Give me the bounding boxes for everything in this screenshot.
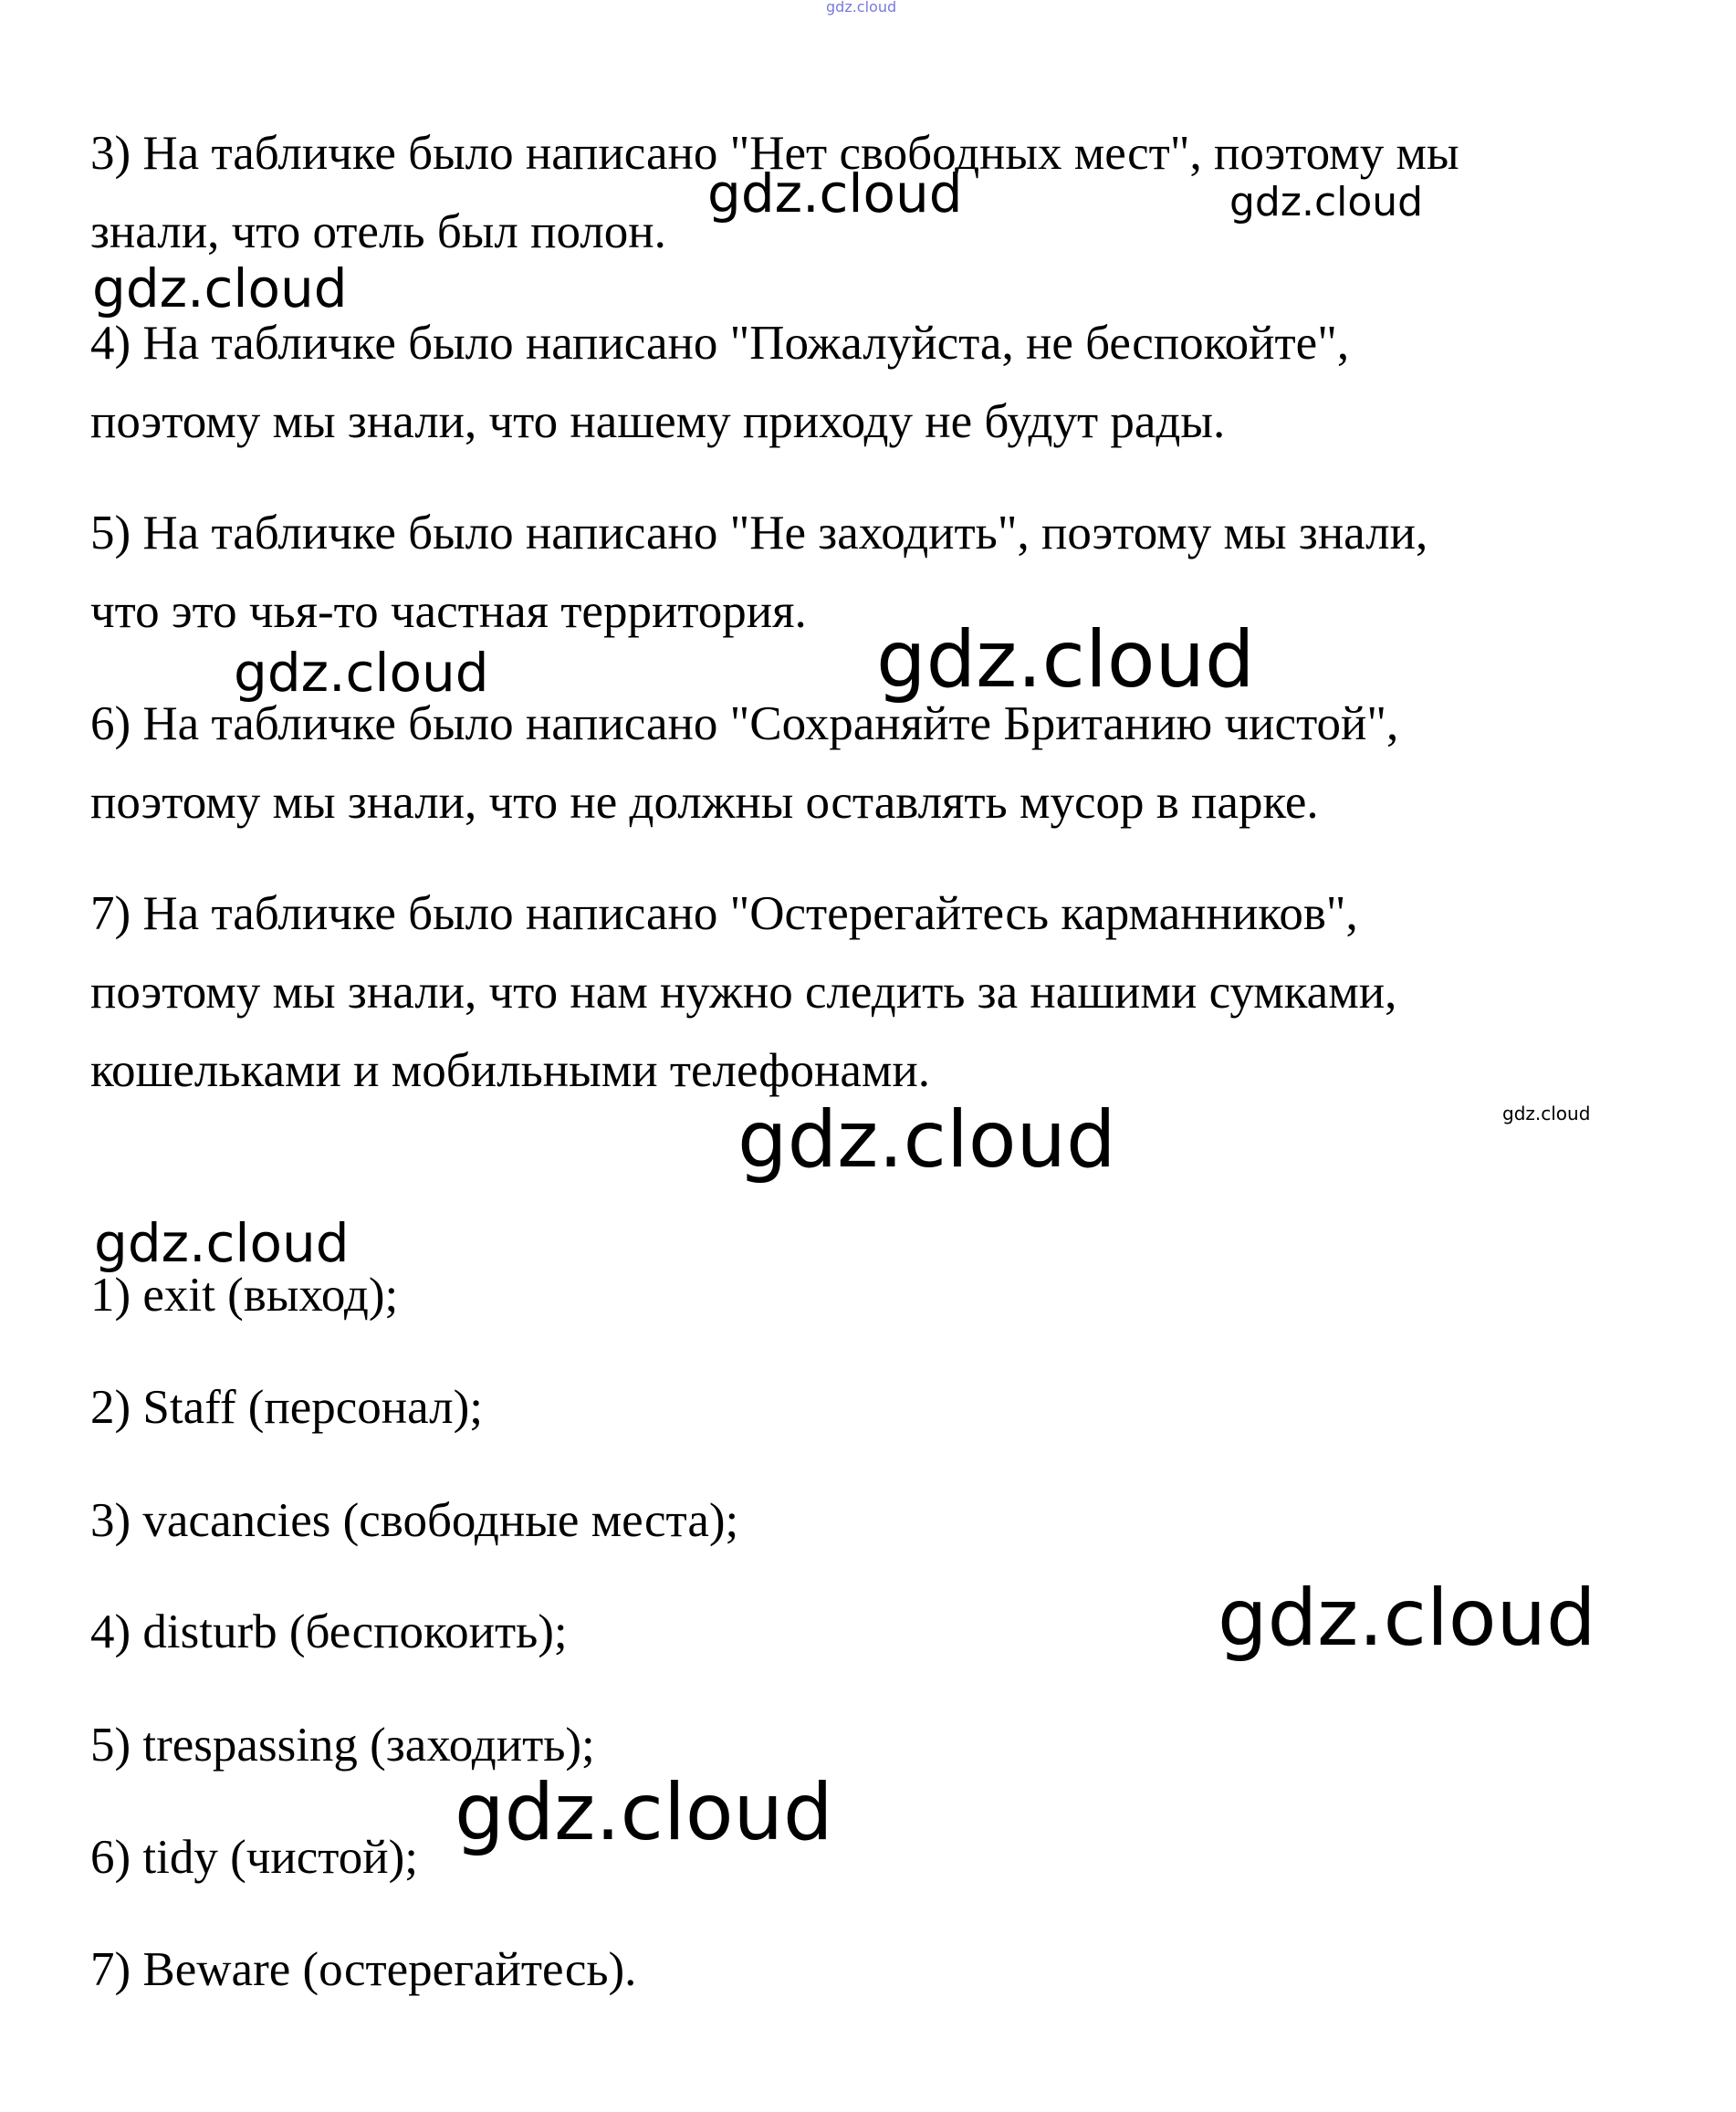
- translation-paragraph-4: [90, 304, 1642, 461]
- paragraph-line: 5) На табличке было написано "Не заходить", поэтому мы знали,: [90, 507, 1428, 559]
- translation-paragraph-6: [90, 685, 1642, 842]
- answer-item-3: 3) vacancies (свободные места);: [90, 1494, 739, 1547]
- watermark: gdz.cloud: [455, 1767, 833, 1858]
- paragraph-line: поэтому мы знали, что не должны оставлять мусор в парке.: [90, 776, 1319, 829]
- header-watermark: gdz.cloud: [826, 0, 897, 16]
- paragraph-line: поэтому мы знали, что нашему приходу не будут рады.: [90, 395, 1226, 448]
- answer-item-2: 2) Staff (персонал);: [90, 1381, 483, 1434]
- translation-paragraph-7: [90, 874, 1642, 1110]
- answer-item-4: 4) disturb (беспокоить);: [90, 1605, 568, 1658]
- watermark: gdz.cloud: [737, 1094, 1116, 1186]
- paragraph-line: 4) На табличке было написано "Пожалуйста, не беспокойте",: [90, 317, 1350, 370]
- watermark: gdz.cloud: [707, 162, 963, 225]
- answer-item-6: 6) tidy (чистой);: [90, 1831, 418, 1884]
- answer-item-7: 7) Beware (остерегайтесь).: [90, 1943, 637, 1996]
- watermark: gdz.cloud: [1502, 1103, 1591, 1124]
- paragraph-line: 6) На табличке было написано "Сохраняйте Британию чистой",: [90, 697, 1399, 750]
- translation-paragraph-5: [90, 494, 1642, 651]
- watermark: gdz.cloud: [92, 257, 348, 319]
- paragraph-line: поэтому мы знали, что нам нужно следить за нашими сумками,: [90, 966, 1397, 1019]
- watermark: gdz.cloud: [1229, 179, 1424, 225]
- watermark: gdz.cloud: [234, 642, 489, 704]
- paragraph-line: что это чья-то частная территория.: [90, 585, 807, 638]
- paragraph-line: кошельками и мобильными телефонами.: [90, 1044, 931, 1097]
- watermark: gdz.cloud: [1218, 1573, 1596, 1664]
- paragraph-line: знали, что отель был полон.: [90, 205, 666, 258]
- watermark: gdz.cloud: [94, 1212, 350, 1274]
- paragraph-line: 7) На табличке было написано "Остерегайтесь карманников",: [90, 887, 1358, 940]
- watermark: gdz.cloud: [876, 614, 1255, 706]
- answer-item-1: 1) exit (выход);: [90, 1269, 399, 1322]
- paragraph-line: 3) На табличке было написано "Нет свободных мест", поэтому мы: [90, 127, 1459, 180]
- answer-item-5: 5) trespassing (заходить);: [90, 1719, 595, 1772]
